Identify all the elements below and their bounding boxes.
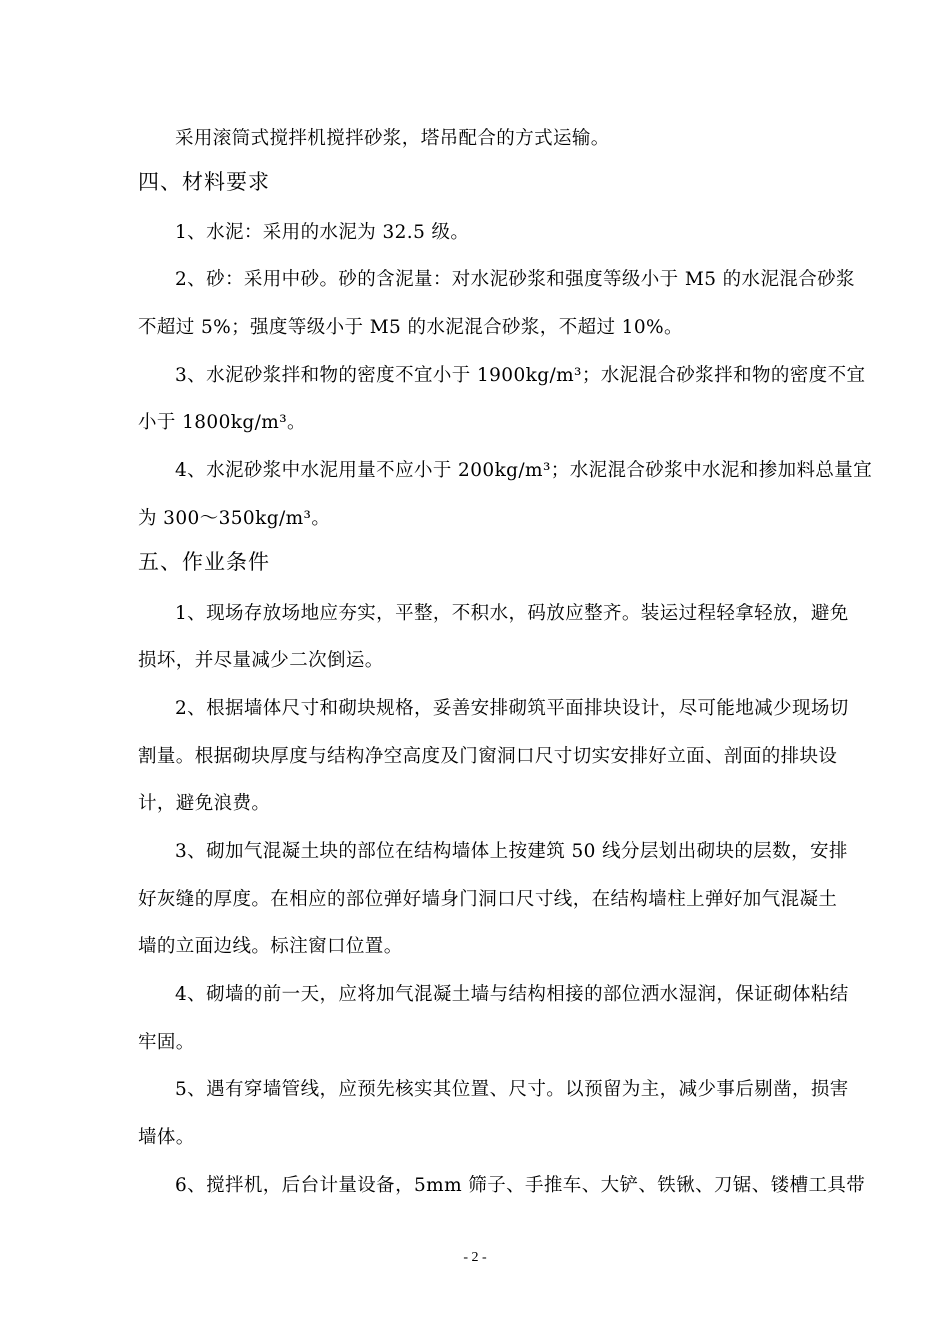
paragraph-line: 2、根据墙体尺寸和砌块规格，妥善安排砌筑平面排块设计，尽可能地减少现场切 [175, 698, 849, 719]
paragraph-line: 不超过 5%；强度等级小于 M5 的水泥混合砂浆，不超过 10%。 [138, 317, 683, 338]
paragraph-line: 3、水泥砂浆拌和物的密度不宜小于 1900kg/m³；水泥混合砂浆拌和物的密度不宜 [175, 365, 866, 386]
paragraph-line: 4、水泥砂浆中水泥用量不应小于 200kg/m³；水泥混合砂浆中水泥和掺加料总量宜 [175, 460, 873, 481]
paragraph-line: 5、遇有穿墙管线，应预先核实其位置、尺寸。以预留为主，减少事后剔凿，损害 [175, 1079, 849, 1100]
paragraph-line: 牢固。 [138, 1032, 195, 1053]
paragraph-line: 1、水泥：采用的水泥为 32.5 级。 [175, 222, 470, 243]
paragraph-line: 好灰缝的厚度。在相应的部位弹好墙身门洞口尺寸线，在结构墙柱上弹好加气混凝土 [138, 889, 838, 910]
page-number: - 2 - [463, 1250, 487, 1265]
paragraph-line: 6、搅拌机，后台计量设备，5mm 筛子、手推车、大铲、铁锹、刀锯、镂槽工具带 [175, 1175, 866, 1196]
paragraph-line: 墙的立面边线。标注窗口位置。 [138, 936, 403, 957]
paragraph-line: 墙体。 [138, 1127, 195, 1148]
paragraph-line: 1、现场存放场地应夯实，平整，不积水，码放应整齐。装运过程轻拿轻放，避免 [175, 603, 849, 624]
paragraph-line: 割量。根据砌块厚度与结构净空高度及门窗洞口尺寸切实安排好立面、剖面的排块设 [138, 746, 838, 767]
paragraph-line: 2、砂：采用中砂。砂的含泥量：对水泥砂浆和强度等级小于 M5 的水泥混合砂浆 [175, 269, 855, 290]
paragraph-line: 3、砌加气混凝土块的部位在结构墙体上按建筑 50 线分层划出砌块的层数，安排 [175, 841, 848, 862]
paragraph-line: 小于 1800kg/m³。 [138, 412, 306, 433]
paragraph-line: 计，避免浪费。 [138, 793, 271, 814]
paragraph-line: 损坏，并尽量减少二次倒运。 [138, 650, 384, 671]
paragraph-line: 为 300～350kg/m³。 [138, 508, 331, 529]
paragraph-line: 4、砌墙的前一天，应将加气混凝土墙与结构相接的部位洒水湿润，保证砌体粘结 [175, 984, 849, 1005]
section-heading: 五、作业条件 [138, 550, 270, 574]
paragraph-line: 采用滚筒式搅拌机搅拌砂浆，塔吊配合的方式运输。 [175, 128, 610, 149]
section-heading: 四、材料要求 [138, 170, 270, 194]
